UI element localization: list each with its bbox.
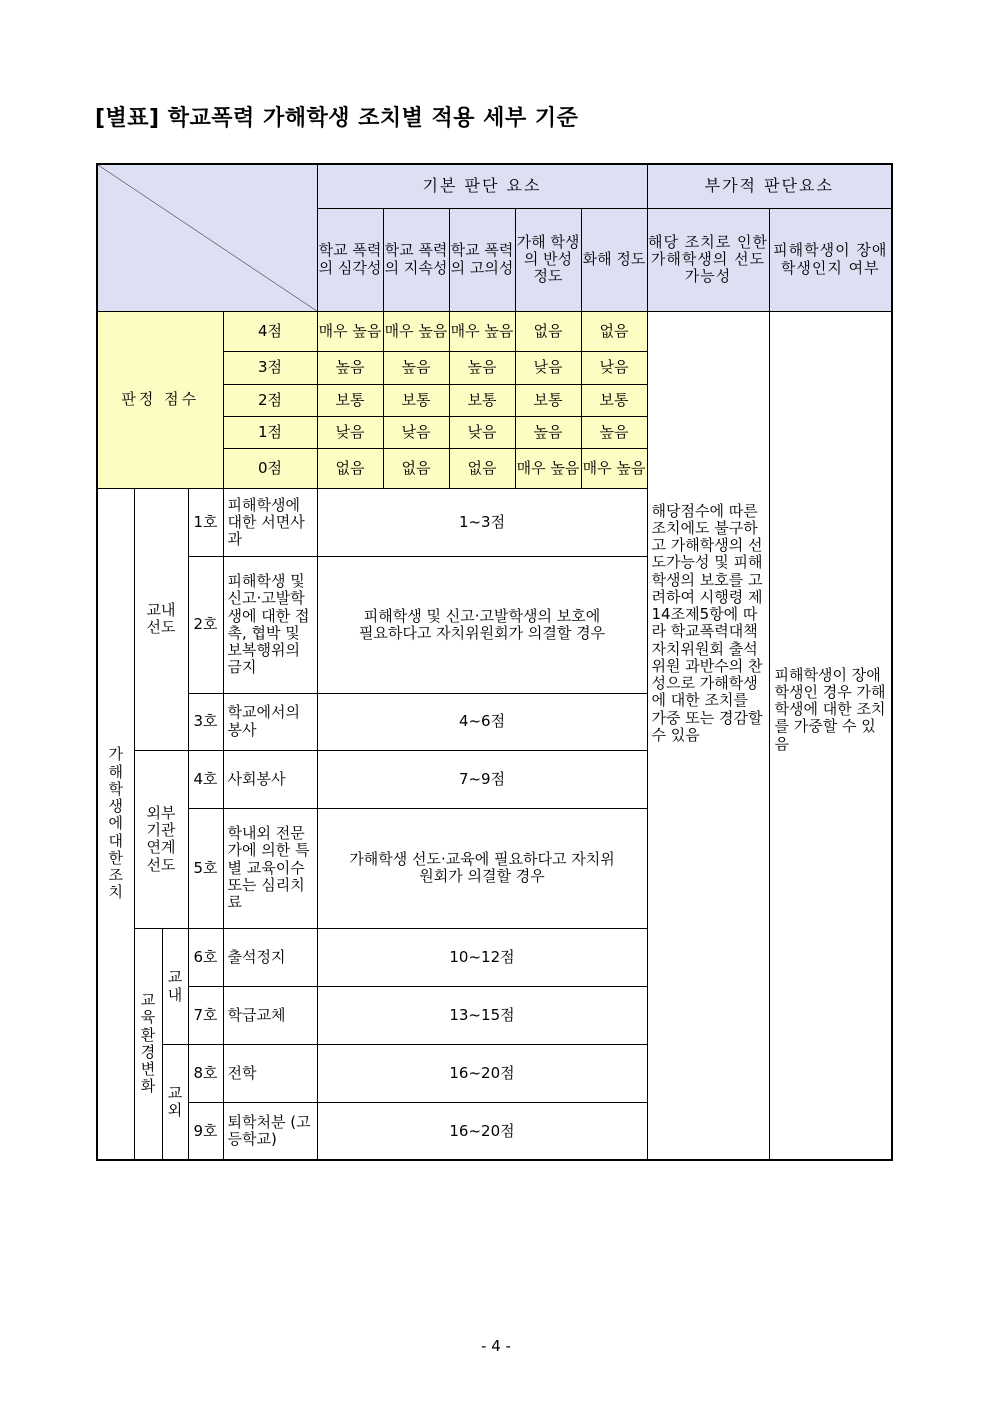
disability-note	[769, 489, 892, 1160]
measure-range-text: 가해학생 선도·교육에 필요하다고 자치위원회가 의결할 경우	[349, 850, 615, 886]
score-cell: 낮음	[383, 416, 449, 448]
score-grade: 0점	[223, 449, 317, 489]
score-cell: 없음	[581, 311, 647, 351]
measures-label	[97, 489, 134, 1160]
score-label: 판정 점수	[97, 311, 223, 488]
score-grade: 1점	[223, 416, 317, 448]
measure-no: 1호	[188, 489, 223, 557]
col-header-guidance-possibility: 해당 조치로 인한 가해학생의 선도가능성	[647, 208, 769, 311]
measure-name: 전학	[223, 1045, 317, 1103]
score-cell: 보통	[449, 384, 515, 416]
measure-name: 사회봉사	[223, 750, 317, 808]
score-cell: 높음	[383, 351, 449, 384]
score-grade: 3점	[223, 351, 317, 384]
measure-range	[317, 808, 647, 928]
basic-factors-header: 기본 판단 요소	[317, 164, 647, 208]
measure-no: 9호	[188, 1103, 223, 1160]
diagonal-corner-cell	[97, 164, 317, 311]
group-external	[134, 750, 188, 928]
measure-range: 16~20점	[317, 1045, 647, 1103]
score-cell: 매우 높음	[317, 311, 383, 351]
measure-no: 8호	[188, 1045, 223, 1103]
group-in-school-text: 교내 선도	[146, 601, 176, 637]
score-cell: 낮음	[581, 351, 647, 384]
measure-range-text: 피해학생 및 신고·고발학생의 보호에 필요하다고 자치위원회가 의결할 경우	[358, 606, 606, 642]
col-header-intent: 학교 폭력의 고의성	[449, 208, 515, 311]
group-in-school	[134, 489, 188, 751]
blank-additional-top	[647, 311, 769, 488]
group-env-out-text: 교외	[167, 1083, 183, 1120]
score-cell: 매우 높음	[383, 311, 449, 351]
score-cell: 보통	[317, 384, 383, 416]
col-header-reconciliation: 화해 정도	[581, 208, 647, 311]
page-number: - 4 -	[481, 1337, 511, 1355]
score-cell: 없음	[317, 449, 383, 489]
score-cell: 낮음	[317, 416, 383, 448]
measure-range: 4~6점	[317, 693, 647, 750]
group-external-text: 외부 기관 연계 선도	[146, 803, 176, 874]
group-env-change	[134, 928, 162, 1160]
measure-no: 2호	[188, 557, 223, 693]
measure-name: 출석정지	[223, 928, 317, 986]
group-env-change-text: 교육환경변화	[140, 991, 156, 1096]
col-header-persistence: 학교 폭력의 지속성	[383, 208, 449, 311]
measure-no: 3호	[188, 693, 223, 750]
disability-note-text: 피해학생이 장애학생인 경우 가해학생에 대한 조치를 가중할 수 있음	[774, 665, 886, 753]
col-header-disability: 피해학생이 장애학생인지 여부	[769, 208, 892, 311]
additional-note-text: 해당점수에 따른 조치에도 불구하고 가해학생의 선도가능성 및 피해학생의 보호를 고려하여 시행령 제14조제5항에 따라 학교폭력대책자치위원회 출석위원 과반수의 찬성으로 가해학생에 대한 조치를 가중 또는 경감할 수 있음	[651, 501, 763, 744]
measure-no: 4호	[188, 750, 223, 808]
measure-no: 5호	[188, 808, 223, 928]
measure-range: 16~20점	[317, 1103, 647, 1160]
group-env-in	[162, 928, 188, 1044]
score-cell: 높음	[317, 351, 383, 384]
measure-range: 1~3점	[317, 489, 647, 557]
group-env-in-text: 교내	[167, 968, 183, 1004]
additional-factors-header: 부가적 판단요소	[647, 164, 892, 208]
col-header-severity: 학교 폭력의 심각성	[317, 208, 383, 311]
col-header-remorse: 가해 학생의 반성 정도	[515, 208, 581, 311]
score-cell: 높음	[515, 416, 581, 448]
group-env-out	[162, 1045, 188, 1160]
measures-label-text: 가해학생에 대한 조치	[108, 745, 123, 902]
score-cell: 없음	[515, 311, 581, 351]
score-cell: 보통	[383, 384, 449, 416]
measure-name: 학내외 전문가에 의한 특별 교육이수 또는 심리치료	[223, 808, 317, 928]
measure-name: 학교에서의 봉사	[223, 693, 317, 750]
score-cell: 높음	[581, 416, 647, 448]
page-title: [별표] 학교폭력 가해학생 조치별 적용 세부 기준	[95, 106, 579, 131]
measure-name: 피해학생 및 신고·고발학생에 대한 접촉, 협박 및 보복행위의 금지	[223, 557, 317, 693]
measure-name: 피해학생에 대한 서면사과	[223, 489, 317, 557]
measure-range: 10~12점	[317, 928, 647, 986]
measure-range: 13~15점	[317, 987, 647, 1045]
measure-name: 퇴학처분 (고등학교)	[223, 1103, 317, 1160]
score-cell: 보통	[515, 384, 581, 416]
score-cell: 없음	[449, 449, 515, 489]
score-cell: 매우 높음	[581, 449, 647, 489]
measure-name: 학급교체	[223, 987, 317, 1045]
score-grade: 2점	[223, 384, 317, 416]
score-cell: 낮음	[449, 416, 515, 448]
score-grade: 4점	[223, 311, 317, 351]
measure-no: 6호	[188, 928, 223, 986]
score-cell: 보통	[581, 384, 647, 416]
measure-range: 7~9점	[317, 750, 647, 808]
blank-disability-top	[769, 311, 892, 488]
score-cell: 낮음	[515, 351, 581, 384]
score-cell: 매우 높음	[449, 311, 515, 351]
score-cell: 높음	[449, 351, 515, 384]
criteria-table	[96, 163, 893, 1161]
score-cell: 없음	[383, 449, 449, 489]
measure-range	[317, 557, 647, 693]
score-cell: 매우 높음	[515, 449, 581, 489]
measure-no: 7호	[188, 987, 223, 1045]
additional-note	[647, 489, 769, 1160]
